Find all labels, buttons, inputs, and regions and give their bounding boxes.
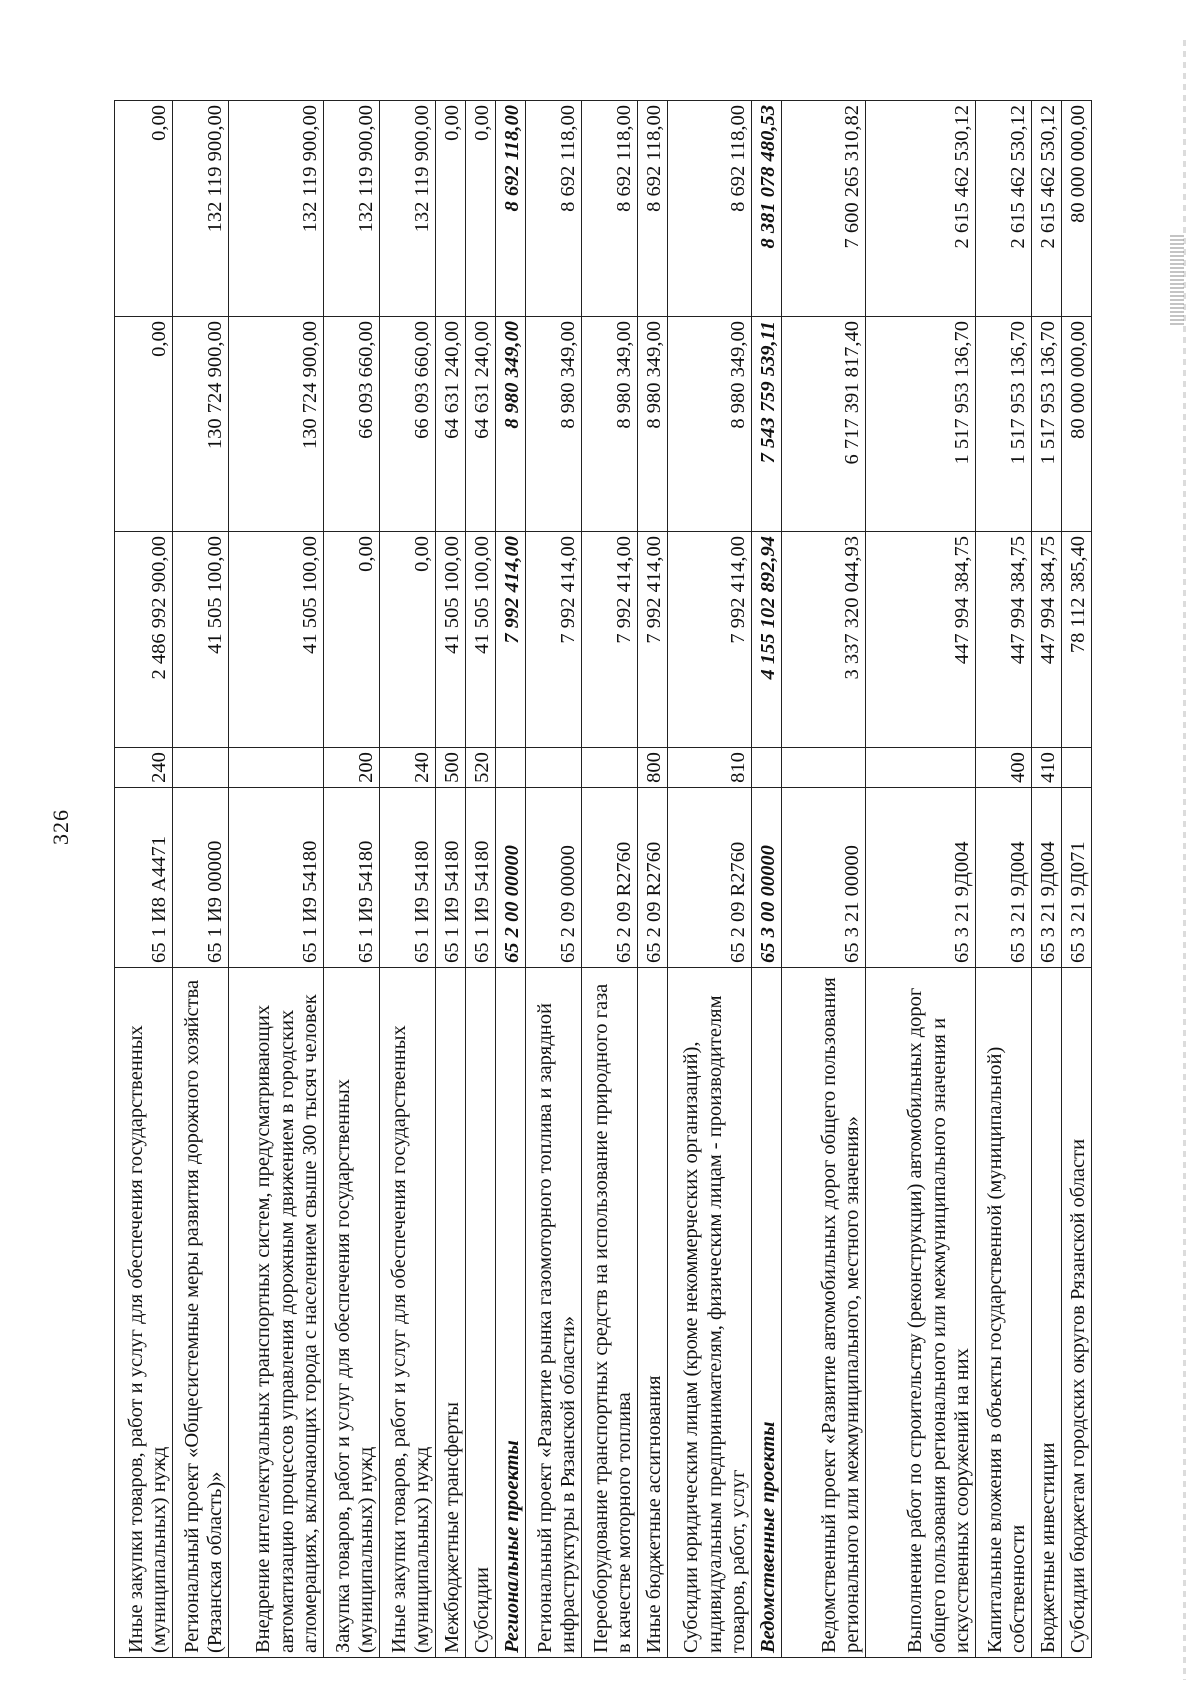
row-expense-type-cell [1062,748,1092,788]
row-target-article-cell: 65 3 21 9Д004 [1032,788,1062,968]
table-row [752,101,782,1658]
row-name-cell: Ведомственные проекты [752,968,782,1658]
row-amount-1-cell: 2 486 992 900,00 [115,532,173,748]
row-name-cell: Закупка товаров, работ и услуг для обеспечения государственных (муниципальных) нужд [324,968,380,1658]
row-amount-3-cell: 8 692 118,00 [638,101,668,317]
row-amount-2-cell: 6 717 391 817,40 [782,317,866,532]
row-amount-2-cell: 8 980 349,00 [582,317,638,532]
row-amount-2-cell: 1 517 953 136,70 [866,317,976,532]
row-name-cell: Внедрение интеллектуальных транспортных систем, предусматривающих автоматизацию процессов управления дорожным движением в городских агломерациях, включающих города с населением свыше 300 тысяч человек [229,968,324,1658]
row-amount-2-cell: 66 093 660,00 [380,317,436,532]
row-amount-1-cell: 0,00 [324,532,380,748]
row-amount-1-cell: 41 505 100,00 [229,532,324,748]
row-expense-type-cell [752,748,782,788]
row-amount-1-cell: 7 992 414,00 [496,532,526,748]
row-expense-type-cell [496,748,526,788]
row-amount-1-cell: 41 505 100,00 [466,532,496,748]
table-row [1062,101,1092,1658]
row-name-cell: Субсидии [466,968,496,1658]
row-target-article-cell: 65 1 И9 54180 [324,788,380,968]
row-target-article-cell: 65 2 09 00000 [526,788,582,968]
row-amount-1-cell: 447 994 384,75 [976,532,1032,748]
row-amount-2-cell: 80 000 000,00 [1062,317,1092,532]
row-amount-2-cell: 1 517 953 136,70 [976,317,1032,532]
table-row [436,101,466,1658]
budget-table-rotated [114,101,1090,1658]
row-target-article-cell: 65 3 00 00000 [752,788,782,968]
row-expense-type-cell [866,748,976,788]
row-expense-type-cell: 240 [380,748,436,788]
row-amount-3-cell: 8 692 118,00 [526,101,582,317]
row-amount-1-cell: 3 337 320 044,93 [782,532,866,748]
row-target-article-cell: 65 3 21 9Д004 [866,788,976,968]
table-row [466,101,496,1658]
budget-table-body [115,101,1092,1658]
row-amount-2-cell: 64 631 240,00 [436,317,466,532]
row-name-cell: Региональный проект «Развитие рынка газомоторного топлива и зарядной инфраструктуры в Рязанской области» [526,968,582,1658]
row-expense-type-cell: 520 [466,748,496,788]
row-amount-3-cell: 132 119 900,00 [324,101,380,317]
row-amount-3-cell: 2 615 462 530,12 [1032,101,1062,317]
row-amount-3-cell: 132 119 900,00 [173,101,229,317]
row-amount-3-cell: 7 600 265 310,82 [782,101,866,317]
row-target-article-cell: 65 1 И8 А4471 [115,788,173,968]
row-target-article-cell: 65 2 09 R2760 [668,788,752,968]
row-amount-1-cell: 447 994 384,75 [866,532,976,748]
row-amount-2-cell: 66 093 660,00 [324,317,380,532]
row-name-cell: Межбюджетные трансферты [436,968,466,1658]
row-amount-3-cell: 132 119 900,00 [380,101,436,317]
row-name-cell: Региональные проекты [496,968,526,1658]
row-amount-3-cell: 2 615 462 530,12 [866,101,976,317]
row-name-cell: Переоборудование транспортных средств на использование природного газа в качестве моторного топлива [582,968,638,1658]
table-row [229,101,324,1658]
row-amount-2-cell: 7 543 759 539,11 [752,317,782,532]
row-amount-1-cell: 0,00 [380,532,436,748]
row-expense-type-cell: 410 [1032,748,1062,788]
row-amount-1-cell: 7 992 414,00 [668,532,752,748]
row-expense-type-cell [229,748,324,788]
row-expense-type-cell: 800 [638,748,668,788]
row-amount-2-cell: 0,00 [115,317,173,532]
row-amount-3-cell: 0,00 [436,101,466,317]
table-row [324,101,380,1658]
row-amount-2-cell: 8 980 349,00 [526,317,582,532]
table-row [668,101,752,1658]
row-target-article-cell: 65 1 И9 54180 [380,788,436,968]
table-row [496,101,526,1658]
row-expense-type-cell: 200 [324,748,380,788]
row-expense-type-cell [173,748,229,788]
row-amount-1-cell: 4 155 102 892,94 [752,532,782,748]
row-amount-3-cell: 8 692 118,00 [668,101,752,317]
row-expense-type-cell: 500 [436,748,466,788]
table-row [582,101,638,1658]
row-amount-2-cell: 8 980 349,00 [638,317,668,532]
table-row [173,101,229,1658]
row-target-article-cell: 65 1 И9 54180 [229,788,324,968]
row-amount-2-cell: 8 980 349,00 [668,317,752,532]
row-expense-type-cell: 810 [668,748,752,788]
row-amount-1-cell: 447 994 384,75 [1032,532,1062,748]
row-name-cell: Бюджетные инвестиции [1032,968,1062,1658]
row-name-cell: Иные бюджетные ассигнования [638,968,668,1658]
row-amount-2-cell: 1 517 953 136,70 [1032,317,1062,532]
row-target-article-cell: 65 2 09 R2760 [638,788,668,968]
row-target-article-cell: 65 1 И9 54180 [436,788,466,968]
row-amount-3-cell: 132 119 900,00 [229,101,324,317]
table-row [782,101,866,1658]
row-name-cell: Капитальные вложения в объекты государственной (муниципальной) собственности [976,968,1032,1658]
row-name-cell: Иные закупки товаров, работ и услуг для обеспечения государственных (муниципальных) нужд [380,968,436,1658]
table-row [866,101,976,1658]
row-target-article-cell: 65 3 21 9Д071 [1062,788,1092,968]
table-row [1032,101,1062,1658]
row-name-cell: Ведомственный проект «Развитие автомобильных дорог общего пользования регионального или межмуниципального, местного значения» [782,968,866,1658]
row-amount-3-cell: 8 692 118,00 [582,101,638,317]
row-expense-type-cell: 240 [115,748,173,788]
row-amount-2-cell: 130 724 900,00 [229,317,324,532]
row-target-article-cell: 65 3 21 00000 [782,788,866,968]
row-target-article-cell: 65 1 И9 00000 [173,788,229,968]
row-amount-1-cell: 78 112 385,40 [1062,532,1092,748]
row-amount-3-cell: 8 381 078 480,53 [752,101,782,317]
row-name-cell: Иные закупки товаров, работ и услуг для обеспечения государственных (муниципальных) нужд [115,968,173,1658]
scan-mark-artifact [1170,235,1184,325]
row-amount-1-cell: 7 992 414,00 [582,532,638,748]
table-row [526,101,582,1658]
page-number: 326 [48,809,73,845]
row-name-cell: Региональный проект «Общесистемные меры развития дорожного хозяйства (Рязанская область)» [173,968,229,1658]
row-expense-type-cell [582,748,638,788]
table-row [976,101,1032,1658]
budget-table [114,100,1092,1658]
row-name-cell: Выполнение работ по строительству (реконструкции) автомобильных дорог общего пользования регионального или межмуниципального значения и искусственных сооружений на них [866,968,976,1658]
row-amount-3-cell: 80 000 000,00 [1062,101,1092,317]
row-expense-type-cell [526,748,582,788]
row-amount-3-cell: 0,00 [466,101,496,317]
row-amount-3-cell: 0,00 [115,101,173,317]
row-target-article-cell: 65 2 09 R2760 [582,788,638,968]
table-row [638,101,668,1658]
row-amount-1-cell: 7 992 414,00 [526,532,582,748]
table-row [115,101,173,1658]
row-amount-1-cell: 7 992 414,00 [638,532,668,748]
row-amount-2-cell: 8 980 349,00 [496,317,526,532]
row-name-cell: Субсидии юридическим лицам (кроме некоммерческих организаций), индивидуальным предпринимателям, физическим лицам - производителям товаров, работ, услуг [668,968,752,1658]
row-amount-3-cell: 2 615 462 530,12 [976,101,1032,317]
row-amount-3-cell: 8 692 118,00 [496,101,526,317]
row-amount-2-cell: 64 631 240,00 [466,317,496,532]
row-target-article-cell: 65 2 00 00000 [496,788,526,968]
row-name-cell: Субсидии бюджетам городских округов Рязанской области [1062,968,1092,1658]
row-target-article-cell: 65 1 И9 54180 [466,788,496,968]
table-row [380,101,436,1658]
row-expense-type-cell: 400 [976,748,1032,788]
row-amount-1-cell: 41 505 100,00 [173,532,229,748]
row-expense-type-cell [782,748,866,788]
row-target-article-cell: 65 3 21 9Д004 [976,788,1032,968]
row-amount-2-cell: 130 724 900,00 [173,317,229,532]
row-amount-1-cell: 41 505 100,00 [436,532,466,748]
